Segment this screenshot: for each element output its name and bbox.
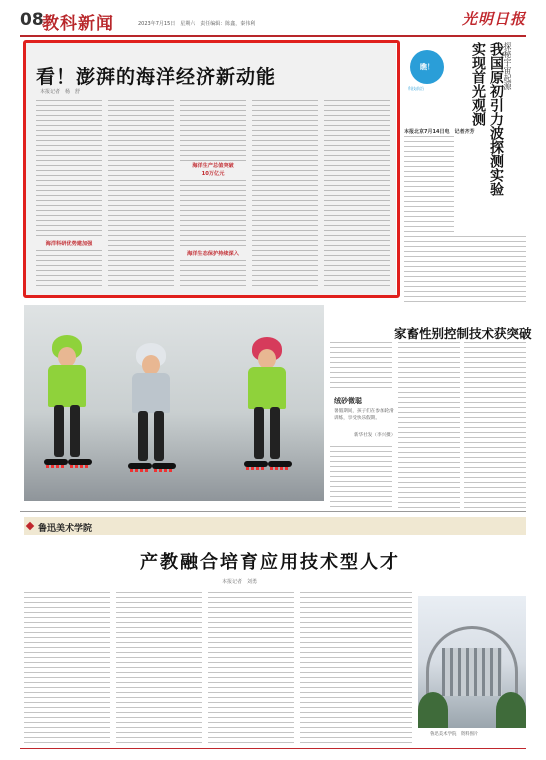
photo-caption-title: 绒砂微聪 (334, 397, 362, 405)
section-divider (20, 511, 526, 512)
article-column (324, 100, 390, 290)
article-subhead: 海洋科研优势建加强 (36, 240, 102, 247)
bottom-article-title[interactable]: 产教融合培育应用技术型人才 (140, 552, 400, 573)
headline-kicker: 探秘宇宙起源 (503, 42, 512, 90)
article-text-block (404, 136, 454, 232)
section-title: 教科新闻 (42, 14, 114, 34)
article-title: 看！澎湃的海洋经济新动能 (36, 66, 277, 88)
article-byline: 本报记者 杨 舒 (40, 89, 81, 95)
diamond-icon (26, 522, 34, 530)
article-column (180, 100, 246, 290)
article-text-block (208, 592, 294, 744)
photo-credit: 新华社发（李兴摄） (354, 433, 396, 438)
bottom-section-label: 鲁迅美术学院 (38, 524, 93, 534)
headline-line-2: 实现首光观测 (470, 42, 486, 126)
badge-icon: 瞧！ (410, 50, 444, 84)
news-photo-skating-kids[interactable] (24, 305, 324, 501)
school-building-photo[interactable] (418, 596, 526, 728)
article-column (252, 100, 318, 290)
bottom-photo-caption: 鲁迅美术学院 资料图片 (430, 732, 479, 737)
headline-line-1: 我国原初引力波探测实验 (488, 42, 504, 196)
masthead-rule (20, 35, 526, 37)
article-text-block (398, 342, 460, 508)
article-text-block (116, 592, 202, 744)
masthead (20, 6, 526, 34)
article-column (36, 100, 102, 290)
article-text-block (300, 592, 412, 744)
photo-caption: 暑假期间，孩子们在参加轮滑训练，享受快乐假期。 (334, 409, 394, 421)
badge-label: 科技前沿 (408, 86, 424, 91)
article-title-livestock: 家畜性别控制技术获突破 (394, 326, 532, 341)
article-text-block (330, 342, 392, 392)
article-text-block (24, 592, 110, 744)
bottom-article-byline: 本报记者 刘勇 (222, 579, 258, 585)
dateline: 2023年7月15日 星期六 责任编辑：陈鑫，秦伟利 (138, 21, 256, 27)
article-lead: 本报北京7月14日电 记者齐芳 (404, 129, 475, 135)
article-text-block (404, 236, 526, 306)
article-subhead: 海洋生态保护持续深入 (180, 250, 246, 257)
article-ocean-economy[interactable] (24, 40, 396, 296)
article-text-block (330, 446, 392, 508)
article-subhead: 10万亿元 (180, 170, 246, 177)
newspaper-logo: 光明日报 (461, 10, 526, 28)
bottom-section-header (24, 517, 526, 535)
article-text-block (464, 342, 526, 508)
page-footer-rule (20, 748, 526, 749)
article-column (108, 100, 174, 290)
page-number: 08 (20, 10, 44, 30)
article-subhead: 海洋生产总值突破 (180, 162, 246, 169)
